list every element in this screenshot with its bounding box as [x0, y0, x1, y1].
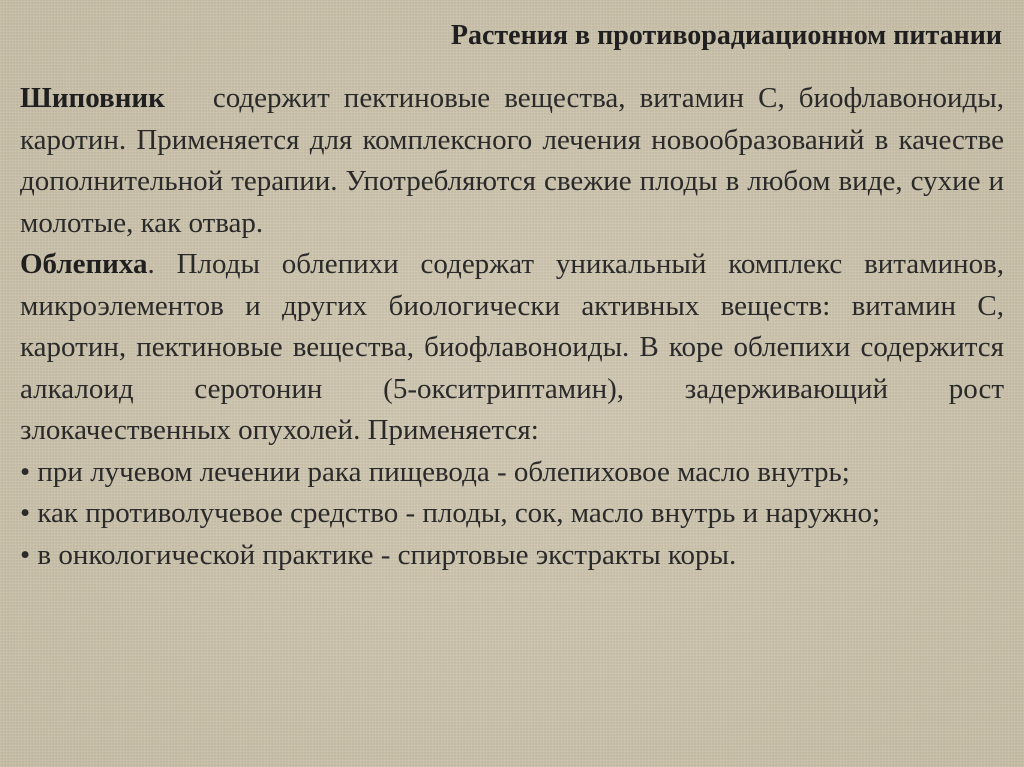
- sea-buckthorn-text: Плоды облепихи содержат уникальный комплекс витаминов, микроэлементов и других биологически активных веществ: витамин С, каротин, пектиновые вещества, биофлавоноиды. В коре облепихи содержится алкалоид серотонин (5-окситриптамин), задерживающий рост злокачественных опухолей. Применяется:: [20, 248, 1005, 446]
- use-bullet-item: • как противолучевое средство - плоды, сок, масло внутрь и наружно;: [20, 497, 881, 529]
- rosehip-paragraph: [20, 78, 1004, 244]
- sea-buckthorn-term-suffix: .: [147, 248, 155, 280]
- slide-title: Растения в противорадиационном питании: [450, 20, 1002, 51]
- use-bullet-item: • при лучевом лечении рака пищевода - облепиховое масло внутрь;: [20, 455, 850, 488]
- use-bullet-item: • в онкологической практике - спиртовые экстракты коры.: [20, 538, 737, 571]
- sea-buckthorn-paragraph: [20, 244, 1004, 452]
- slide-body: [20, 78, 1004, 576]
- sea-buckthorn-term: Облепиха: [20, 248, 148, 280]
- rosehip-term: Шиповник: [20, 82, 165, 114]
- rosehip-text: содержит пектиновые вещества, витамин С, биофлавоноиды, каротин. Применяется для комплексного лечения новообразований в качестве дополнительной терапии. Употребляются свежие плоды в любом виде, сухие и молотые, как отвар.: [20, 82, 1004, 239]
